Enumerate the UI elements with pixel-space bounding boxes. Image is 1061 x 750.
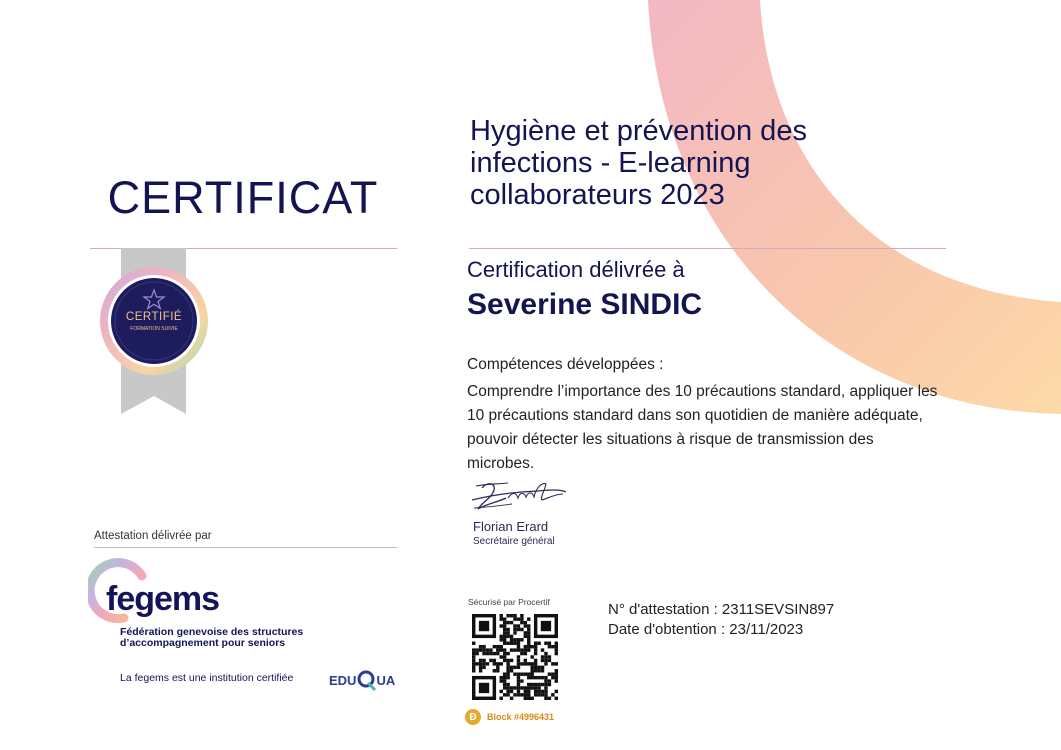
course-title: Hygiène et prévention des infections - E-learning collaborateurs 2023 <box>470 115 807 211</box>
certified-institution-note: La fegems est une institution certifiée <box>120 672 294 684</box>
delivered-to-label: Certification délivrée à <box>467 257 685 282</box>
badge-sublabel: FORMATION SUIVIE <box>130 326 178 332</box>
block-number: Block #4996431 <box>487 712 555 722</box>
eduqua-logo <box>329 669 395 691</box>
secured-by-label: Sécurisé par Procertif <box>468 597 550 607</box>
qr-code[interactable] <box>472 614 558 700</box>
certificate-heading: CERTIFICAT <box>107 172 379 223</box>
certified-badge <box>99 248 209 423</box>
signature-image <box>468 478 570 518</box>
attestation-number: N° d'attestation : 2311SEVSIN897 <box>608 601 835 618</box>
skills-label: Compétences développées : <box>467 356 664 373</box>
skills-text: Comprendre l’importance des 10 précautions standard, appliquer les 10 précautions standard dans son quotidien de manière adéquate, pouvoir détecter les situations à risque de transmission des microbes. <box>467 383 938 472</box>
delivered-by-label: Attestation délivrée par <box>94 530 212 542</box>
dogecoin-icon: Ð <box>465 709 481 725</box>
eduqua-q-icon <box>356 669 376 691</box>
eduqua-suffix: UA <box>376 673 396 688</box>
issuer-divider <box>94 547 397 548</box>
recipient-name: Severine SINDIC <box>467 288 703 321</box>
signatory-role: Secrétaire général <box>473 536 555 547</box>
signatory-name: Florian Erard <box>473 519 549 534</box>
fegems-description: Fédération genevoise des structures d’accompagnement pour seniors <box>120 626 304 649</box>
divider-right <box>469 248 946 249</box>
eduqua-prefix: EDU <box>329 673 357 688</box>
fegems-logo-text: fegems <box>106 580 220 618</box>
badge-label: CERTIFIÉ <box>125 311 183 323</box>
blockchain-block[interactable] <box>465 709 554 725</box>
obtained-date: Date d'obtention : 23/11/2023 <box>608 621 804 638</box>
